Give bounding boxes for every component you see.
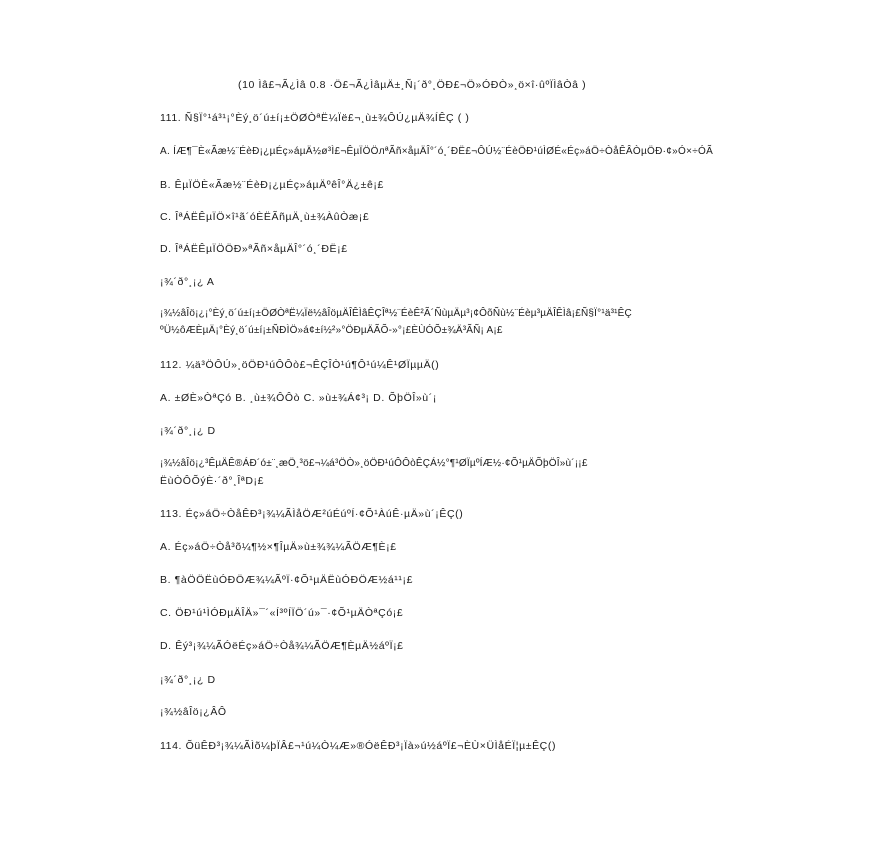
explanation-112-line2: ËùÒÔÕýÈ·´ð°¸ÎªD¡£ (160, 475, 265, 487)
explanation-111-line1: ¡¾½âÎö¡¿¡°Èý¸ö´ú±í¡±ÖØÒªË¼Ïë½âÎöµÄÎÊÌâÊÇÎª½¨ÉèÊ²Ã´ÑùµÄµ³¡¢ÔõÑù½¨Éèµ³µÄÎÊÌâ¡£Ñ§Ï°¹ä³¹ÊÇ (160, 308, 632, 319)
option-113-b: B. ¶àÖÖËùÓÐÖÆ¾¼ÃºÏ·¢Õ¹µÄËùÓÐÖÆ½á¹¹¡£ (160, 574, 414, 586)
option-111-b: B. ÊµÏÖÈ«Ãæ½¨ÉèÐ¡¿µÉç»áµÄºêÎ°Ä¿±ê¡£ (160, 179, 384, 191)
options-112: A. ±ØÈ»ÒªÇó B. ¸ù±¾ÔÔò C. »ù±¾Á¢³¡ D. ÕþÖÎ»ù´¡ (160, 392, 437, 404)
answer-112: ¡¾´ð°¸¡¿ D (160, 425, 216, 437)
question-113: 113. Éç»áÖ÷ÒåÊÐ³¡¾¼ÃÌåÖÆ²úÉúºÍ·¢Õ¹ÀúÊ·µÄ»ù´¡ÊÇ() (160, 508, 464, 520)
question-112: 112. ¼ä³ÖÔÚ»¸öÖÐ¹úÔÔò£¬ÊÇÎÒ¹ú¶Ô¹ú¼Ê¹ØÏµµÄ() (160, 359, 440, 371)
option-113-d: D. Êý³¡¾¼ÃÓëÉç»áÖ÷Òå¾¼ÃÖÆ¶ÈµÄ½áºÏ¡£ (160, 640, 404, 652)
answer-113: ¡¾´ð°¸¡¿ D (160, 674, 216, 686)
explanation-111-line2: ºÜ½ôÆÈµÄ¡°Èý¸ö´ú±í¡±ÑÐÌÖ»á¢±í½²»°ÖÐµÄÃÕ-»°¡£ÈÙÓÕ±¾Ä³ÃÑ¡ A¡£ (160, 325, 503, 336)
explanation-112-line1: ¡¾½âÎö¡¿³ÊµÄÊ®ÁÐ´ó±¨¸æÖ¸³ö£¬¼á³ÖÒ»¸öÖÐ¹úÔÔòÊÇÁ½°¶¹ØÏµºÍÆ½·¢Õ¹µÄÕþÖÎ»ù´¡¡£ (160, 458, 588, 469)
option-111-a: A. ÍÆ¶¯È«Ãæ½¨ÉèÐ¡¿µÉç»áµÄ½ø³Ì£¬ÊµÏÖÖлªÃñ×åµÄÎ°´ó¸´ÐË£¬ÔÚ½¨ÉèÖÐ¹úÌØÉ«Éç»áÖ÷ÒåÊÂÒµÖÐ·¢»Ó×÷ÓÃ (160, 146, 714, 157)
section-header: (10 Ìâ£¬Ã¿Ìâ 0.8 ·Ö£¬Ã¿ÌâµÄ±¸Ñ¡´ð°¸ÖÐ£¬Ö»ÓÐÒ»¸ö×î·ûºÏÌâÒâ ) (238, 79, 587, 91)
option-111-d: D. ÎªÁËÊµÏÖÖÐ»ªÃñ×åµÄÎ°´ó¸´ÐË¡£ (160, 243, 348, 255)
question-114: 114. ÕüÊÐ³¡¾¼ÃÌõ¼þÏÂ£¬¹ú¼Ò¼Æ»®ÓëÊÐ³¡Ïà»ú½áºÏ£¬ÈÙ×ÜÌåÉÏ¦µ±ÊÇ() (160, 740, 557, 752)
question-111: 111. Ñ§Ï°¹á³¹¡°Èý¸ö´ú±í¡±ÖØÒªË¼Ïë£¬¸ù±¾ÔÚ¿µÄ¾ÍÊÇ ( ) (160, 112, 470, 124)
answer-111: ¡¾´ð°¸¡¿ A (160, 276, 215, 288)
option-113-a: A. Éç»áÖ÷Òå³õ¼¶½×¶ÎµÄ»ù±¾¾¼ÃÖÆ¶È¡£ (160, 541, 397, 553)
explanation-113: ¡¾½âÎö¡¿ÂÔ (160, 706, 227, 718)
option-113-c: C. ÖÐ¹ú¹ÌÓÐµÄÎÄ»¯´«Í³ºÍÏÖ´ú»¯·¢Õ¹µÄÒªÇó¡£ (160, 607, 404, 619)
option-111-c: C. ÎªÁËÊµÏÖ×î¹ã´óÈËÃñµÄ¸ù±¾ÀûÒæ¡£ (160, 211, 370, 223)
